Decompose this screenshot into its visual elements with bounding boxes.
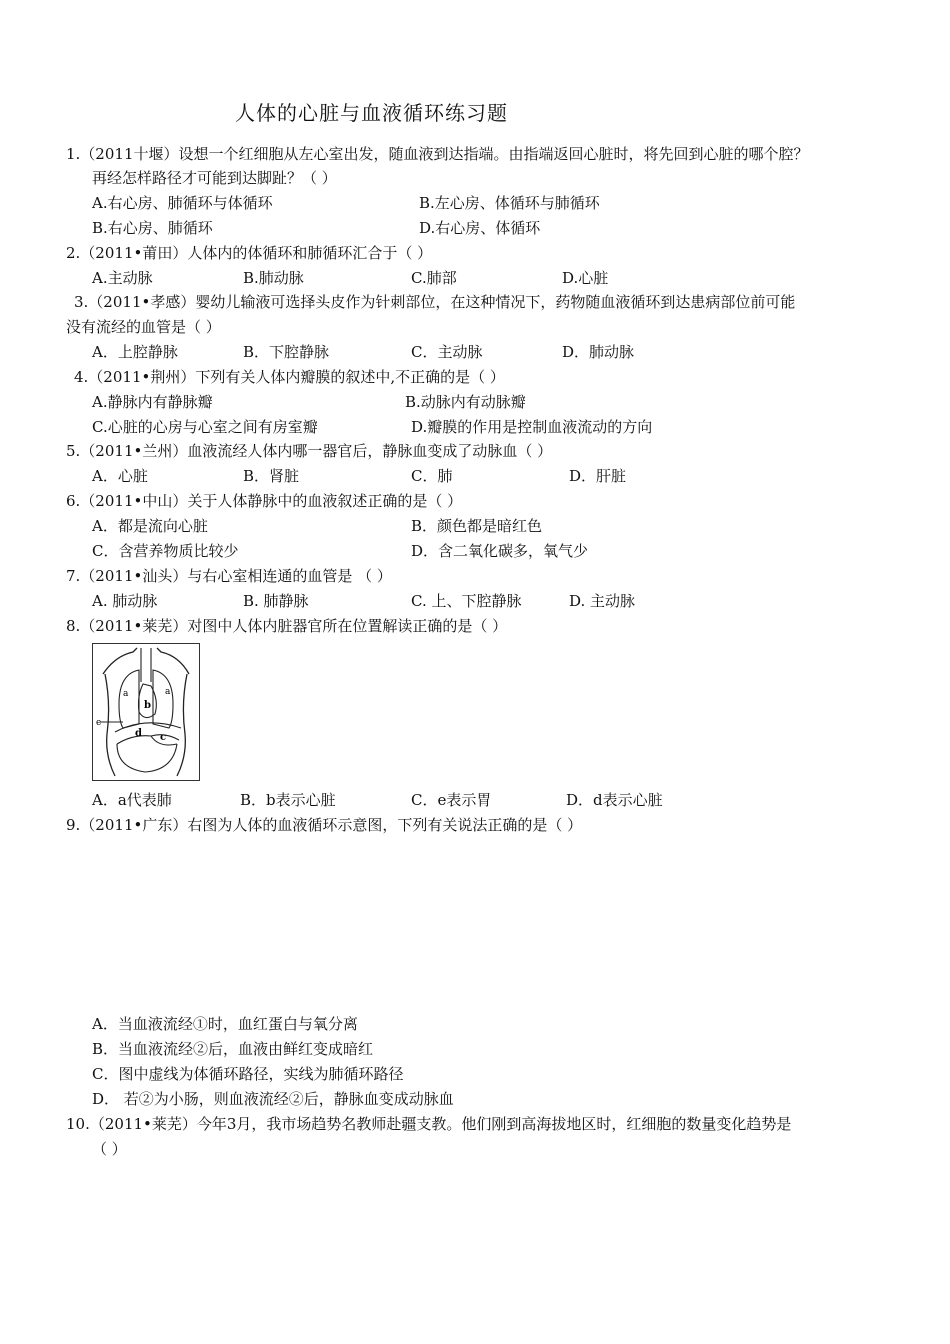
question-10-line-1: 10.（2011•莱芜）今年3月，我市场趋势名教师赴疆支教。他们刚到高海拔地区时，红细胞的数量变化趋势是: [66, 1115, 792, 1133]
question-2-option-b: B.肺动脉: [243, 269, 304, 287]
question-8-option-a: A．a代表肺: [92, 791, 172, 809]
question-6-option-a: A．都是流向心脏: [92, 517, 208, 535]
question-2-option-c: C.肺部: [411, 269, 457, 287]
question-4-option-d: D.瓣膜的作用是控制血液流动的方向: [411, 418, 653, 436]
question-3-option-c: C．主动脉: [411, 343, 483, 361]
question-3-option-b: B．下腔静脉: [243, 343, 330, 361]
question-5-line-1: 5.（2011•兰州）血液流经人体内哪一器官后，静脉血变成了动脉血（ ）: [66, 442, 553, 460]
question-2-option-d: D.心脏: [562, 269, 609, 287]
question-7-option-b: B. 肺静脉: [243, 592, 309, 610]
question-9-option-a: A．当血液流经①时，血红蛋白与氧分离: [92, 1015, 358, 1033]
question-8-option-c: C．e表示胃: [411, 791, 492, 809]
question-4-line-1: 4.（2011•荆州）下列有关人体内瓣膜的叙述中,不正确的是（ ）: [74, 368, 505, 386]
question-6-option-b: B．颜色都是暗红色: [411, 517, 543, 535]
question-6-option-c: C．含营养物质比较少: [92, 542, 239, 560]
question-5-option-d: D．肝脏: [569, 467, 627, 485]
question-1-option-a: A.右心房、肺循环与体循环: [92, 194, 273, 212]
question-1-option-c: B.右心房、肺循环: [92, 219, 213, 237]
question-3-line-1: 3.（2011•孝感）婴幼儿输液可选择头皮作为针刺部位，在这种情况下，药物随血液循环到达患病部位前可能: [74, 293, 796, 311]
question-9-option-b: B．当血液流经②后，血液由鲜红变成暗红: [92, 1040, 374, 1058]
figure-label-a-right: a: [165, 687, 171, 697]
question-1-line-1: 1.（2011十堰）设想一个红细胞从左心室出发，随血液到达指端。由指端返回心脏时，将先回到心脏的哪个腔？: [66, 145, 809, 163]
question-5-option-a: A．心脏: [92, 467, 148, 485]
question-7-option-a: A. 肺动脉: [92, 592, 158, 610]
question-6-option-d: D．含二氧化碳多，氧气少: [411, 542, 589, 560]
question-9-line-1: 9.（2011•广东）右图为人体的血液循环示意图，下列有关说法正确的是（ ）: [66, 816, 583, 834]
question-5-option-b: B．肾脏: [243, 467, 300, 485]
torso-organ-figure: [92, 643, 200, 781]
figure-label-c: c: [160, 732, 167, 743]
question-9-option-c: C．图中虚线为体循环路径，实线为肺循环路径: [92, 1065, 404, 1083]
figure-label-e: e: [96, 718, 102, 728]
question-8-option-d: D．d表示心脏: [566, 791, 663, 809]
question-5-option-c: C．肺: [411, 467, 453, 485]
question-1-option-d: D.右心房、体循环: [419, 219, 541, 237]
figure-label-a-left: a: [123, 689, 129, 699]
question-3-line-2: 没有流经的血管是（ ）: [66, 318, 221, 336]
question-10-line-2: （ ）: [92, 1140, 127, 1158]
question-4-option-a: A.静脉内有静脉瓣: [92, 393, 213, 411]
question-6-line-1: 6.（2011•中山）关于人体静脉中的血液叙述正确的是（ ）: [66, 492, 463, 510]
question-1-line-2: 再经怎样路径才可能到达脚趾？（ ）: [92, 169, 337, 187]
question-2-option-a: A.主动脉: [92, 269, 153, 287]
question-7-line-1: 7.（2011•汕头）与右心室相连通的血管是 （ ）: [66, 567, 392, 585]
question-4-option-b: B.动脉内有动脉瓣: [405, 393, 526, 411]
question-8-option-b: B．b表示心脏: [240, 791, 336, 809]
figure-label-d: d: [135, 728, 142, 739]
question-3-option-d: D．肺动脉: [562, 343, 635, 361]
torso-outline-drawing: [93, 644, 199, 780]
figure-label-b: b: [144, 700, 151, 711]
question-2-line-1: 2.（2011•莆田）人体内的体循环和肺循环汇合于（ ）: [66, 244, 433, 262]
question-9-option-d: D． 若②为小肠，则血液流经②后，静脉血变成动脉血: [92, 1090, 454, 1108]
question-8-line-1: 8.（2011•莱芜）对图中人体内脏器官所在位置解读正确的是（ ）: [66, 617, 508, 635]
question-3-option-a: A．上腔静脉: [92, 343, 178, 361]
page-title: 人体的心脏与血液循环练习题: [235, 101, 508, 125]
question-7-option-d: D. 主动脉: [569, 592, 636, 610]
question-1-option-b: B.左心房、体循环与肺循环: [419, 194, 600, 212]
question-4-option-c: C.心脏的心房与心室之间有房室瓣: [92, 418, 318, 436]
question-7-option-c: C. 上、下腔静脉: [411, 592, 522, 610]
